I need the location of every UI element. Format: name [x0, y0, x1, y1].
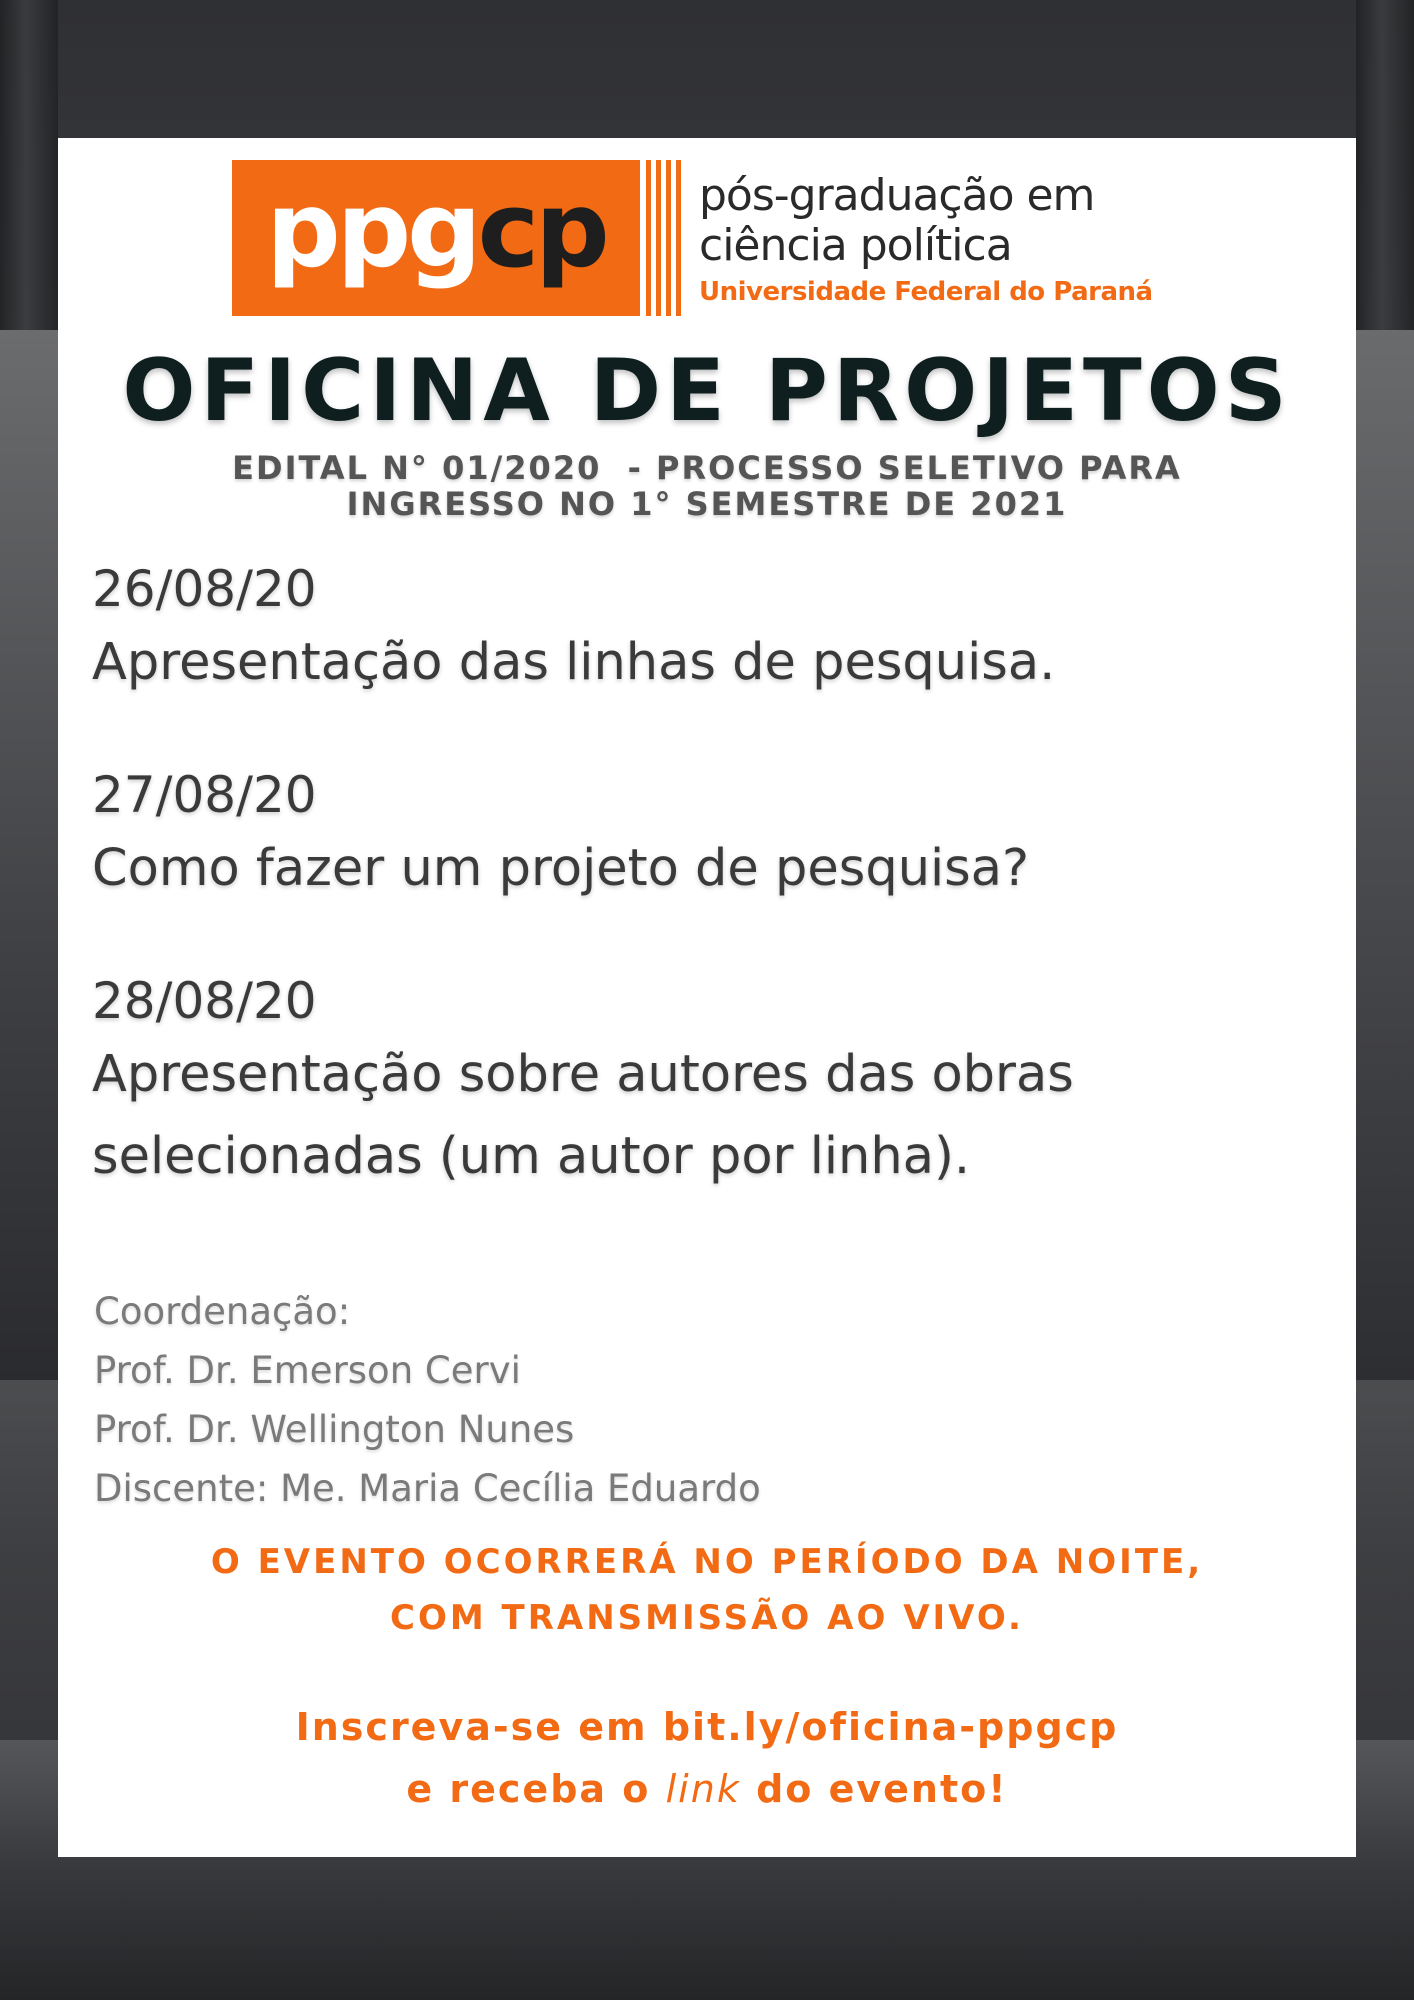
cta-suffix: do evento! — [740, 1767, 1008, 1811]
coordinator-name: Prof. Dr. Emerson Cervi — [94, 1349, 521, 1392]
logo-stripes — [646, 160, 681, 316]
coordinator-name: Discente: Me. Maria Cecília Eduardo — [94, 1467, 761, 1510]
cta-prefix: e receba o — [406, 1767, 666, 1811]
schedule-item — [92, 762, 1322, 910]
coordination-heading: Coordenação: — [94, 1290, 351, 1333]
logo-wordmark — [232, 160, 640, 316]
background-right-panel — [1354, 330, 1414, 1380]
cta-link-word: link — [665, 1767, 741, 1811]
poster-subtitle — [58, 450, 1356, 522]
event-description: Como fazer um projeto de pesquisa? — [92, 839, 1030, 898]
logo-university-name: Universidade Federal do Paraná — [699, 277, 1153, 307]
event-description-line1: Apresentação sobre autores das obras — [92, 1045, 1074, 1104]
poster-title: OFICINA DE PROJETOS — [122, 341, 1292, 441]
notice-line2: COM TRANSMISSÃO AO VIVO. — [390, 1598, 1024, 1638]
event-schedule — [92, 556, 1322, 1256]
event-description: Apresentação das linhas de pesquisa. — [92, 633, 1056, 692]
background-pillar-right — [1356, 0, 1414, 330]
logo-stripe — [666, 160, 671, 316]
background-left-panel — [0, 330, 60, 1380]
cta-line2 — [58, 1758, 1356, 1820]
background-pillar-left — [0, 0, 58, 330]
event-date: 28/08/20 — [92, 972, 317, 1030]
poster-card — [58, 138, 1356, 1857]
event-date: 27/08/20 — [92, 766, 317, 824]
notice-line1: O EVENTO OCORRERÁ NO PERÍODO DA NOITE, — [210, 1542, 1204, 1582]
event-description-line2: selecionadas (um autor por linha). — [92, 1127, 971, 1186]
logo-program-line2: ciência política — [699, 220, 1012, 271]
coordination-block — [94, 1282, 761, 1518]
logo-program-line1: pós-graduação em — [699, 170, 1095, 221]
logo-stripe — [646, 160, 651, 316]
schedule-item — [92, 968, 1322, 1198]
logo-stripe — [676, 160, 681, 316]
ppgcp-logo — [232, 160, 1153, 316]
cta-line1: Inscreva-se em bit.ly/oficina-ppgcp — [295, 1705, 1119, 1749]
logo-ppg-text: ppg — [266, 169, 478, 291]
event-date: 26/08/20 — [92, 560, 317, 618]
subtitle-line2: INGRESSO NO 1° SEMESTRE DE 2021 — [346, 485, 1068, 523]
registration-cta — [58, 1696, 1356, 1820]
coordinator-name: Prof. Dr. Wellington Nunes — [94, 1408, 575, 1451]
logo-stripe — [656, 160, 661, 316]
logo-text-block — [699, 160, 1153, 316]
schedule-item — [92, 556, 1322, 704]
event-notice — [58, 1534, 1356, 1646]
subtitle-line1: EDITAL N° 01/2020 - PROCESSO SELETIVO PARA — [232, 449, 1182, 487]
logo-cp-text: cp — [477, 169, 606, 291]
